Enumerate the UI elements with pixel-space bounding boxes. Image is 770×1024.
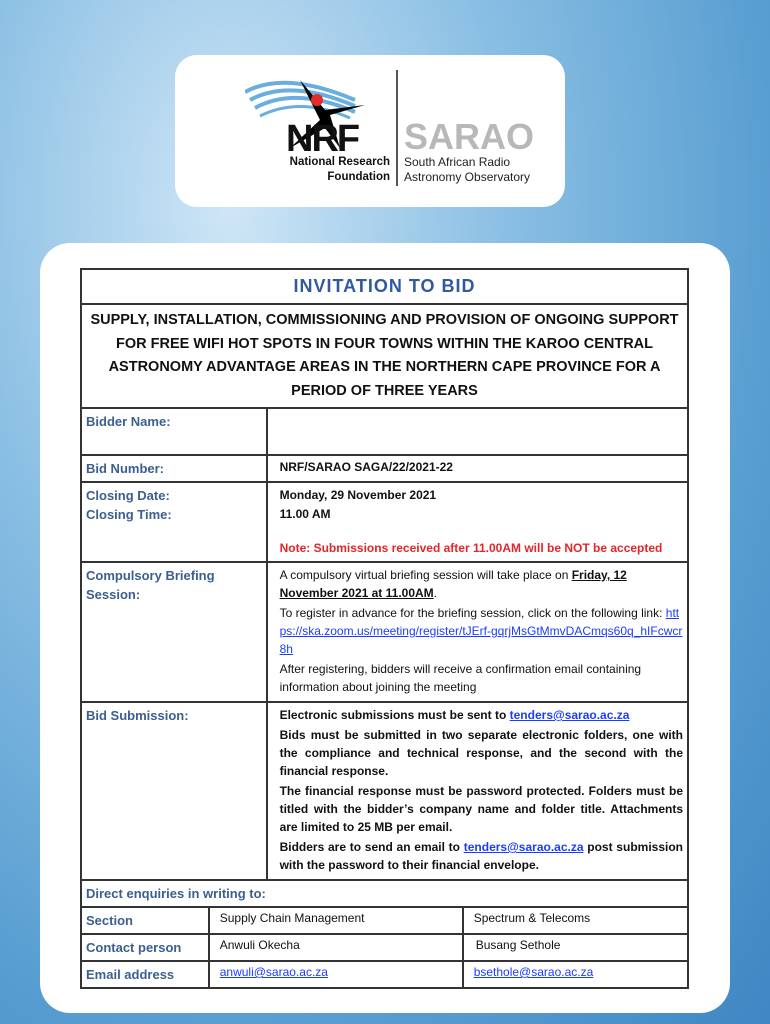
briefing-text: A compulsory virtual briefing session will take place on bbox=[279, 568, 572, 582]
contact-cell: Busang Sethole bbox=[463, 934, 688, 961]
register-link[interactable]: https://ska.zoom.us/meeting/register/tJErf-gqrjMsGtMmvDACmqs60q_hIFcwcr8h bbox=[279, 606, 683, 656]
closing-labels bbox=[81, 482, 267, 562]
briefing-end: . bbox=[433, 586, 438, 600]
enquiries-label: Direct enquiries in writing to: bbox=[81, 880, 688, 907]
submission-email-text: Bidders are to send an email to bbox=[279, 840, 464, 854]
contact-cell: Spectrum & Telecoms bbox=[463, 907, 688, 934]
sarao-logo-text: SARAO bbox=[404, 116, 535, 157]
closing-values bbox=[267, 482, 688, 562]
closing-time-value: 11.00 AM bbox=[279, 507, 331, 521]
bid-number-value: NRF/SARAO SAGA/22/2021-22 bbox=[267, 455, 688, 482]
bid-table bbox=[80, 268, 689, 989]
logo-divider bbox=[396, 70, 398, 186]
contact-cell: Supply Chain Management bbox=[209, 907, 463, 934]
submission-email-end: post submission with the password to their financial envelope. bbox=[279, 840, 683, 872]
bid-number-label: Bid Number: bbox=[81, 455, 267, 482]
contact-cell: Anwuli Okecha bbox=[209, 934, 463, 961]
document-title: INVITATION TO BID bbox=[81, 269, 688, 304]
closing-date-label: Closing Date: bbox=[86, 488, 170, 503]
submission-text: Electronic submissions must be sent to bbox=[279, 708, 510, 722]
tenders-email-link-2[interactable]: tenders@sarao.ac.za bbox=[463, 840, 584, 854]
nrf-logo-text: NRF bbox=[286, 118, 359, 160]
nrf-subtitle: National Research Foundation bbox=[289, 156, 390, 183]
email-link-busang[interactable]: bsethole@sarao.ac.za bbox=[473, 965, 594, 979]
email-link-anwuli[interactable]: anwuli@sarao.ac.za bbox=[219, 965, 328, 979]
tenders-email-link[interactable]: tenders@sarao.ac.za bbox=[509, 708, 630, 722]
briefing-date: Friday, 12 November 2021 at 11.00AM bbox=[279, 568, 627, 600]
briefing-label: Compulsory Briefing Session: bbox=[81, 562, 267, 702]
closing-date-value: Monday, 29 November 2021 bbox=[279, 488, 437, 502]
contact-row-label: Email address bbox=[81, 961, 209, 988]
after-register-text: After registering, bidders will receive a confirmation email containing information about joining the meeting bbox=[279, 662, 642, 694]
contact-row-label: Contact person bbox=[81, 934, 209, 961]
submission-label: Bid Submission: bbox=[81, 702, 267, 880]
contact-cell bbox=[463, 961, 688, 988]
register-text: To register in advance for the briefing session, click on the following link: bbox=[279, 606, 666, 620]
contact-row-label: Section bbox=[81, 907, 209, 934]
bidder-name-label: Bidder Name: bbox=[81, 408, 267, 455]
contact-cell bbox=[209, 961, 463, 988]
briefing-details bbox=[267, 562, 688, 702]
submission-folders: Bids must be submitted in two separate electronic folders, one with the compliance and technical response, and the second with the financial response. bbox=[279, 728, 683, 778]
submission-password: The financial response must be password protected. Folders must be titled with the bidder’s company name and folder title. Attachments are limited to 25 MB per email. bbox=[279, 784, 683, 834]
bidder-name-field[interactable] bbox=[267, 408, 688, 455]
submission-details bbox=[267, 702, 688, 880]
sarao-subtitle: South African Radio Astronomy Observatory bbox=[404, 155, 531, 184]
bid-subject: SUPPLY, INSTALLATION, COMMISSIONING AND PROVISION OF ONGOING SUPPORT FOR FREE WIFI HOT SPOTS IN FOUR TOWNS WITHIN THE KAROO CENTRAL ASTRONOMY ADVANTAGE AREAS IN THE NORTHERN CAPE PROVINCE FOR A PERIOD OF THREE YEARS bbox=[81, 304, 688, 408]
closing-time-label: Closing Time: bbox=[86, 507, 172, 522]
late-note: Note: Submissions received after 11.00AM will be NOT be accepted bbox=[279, 541, 663, 555]
